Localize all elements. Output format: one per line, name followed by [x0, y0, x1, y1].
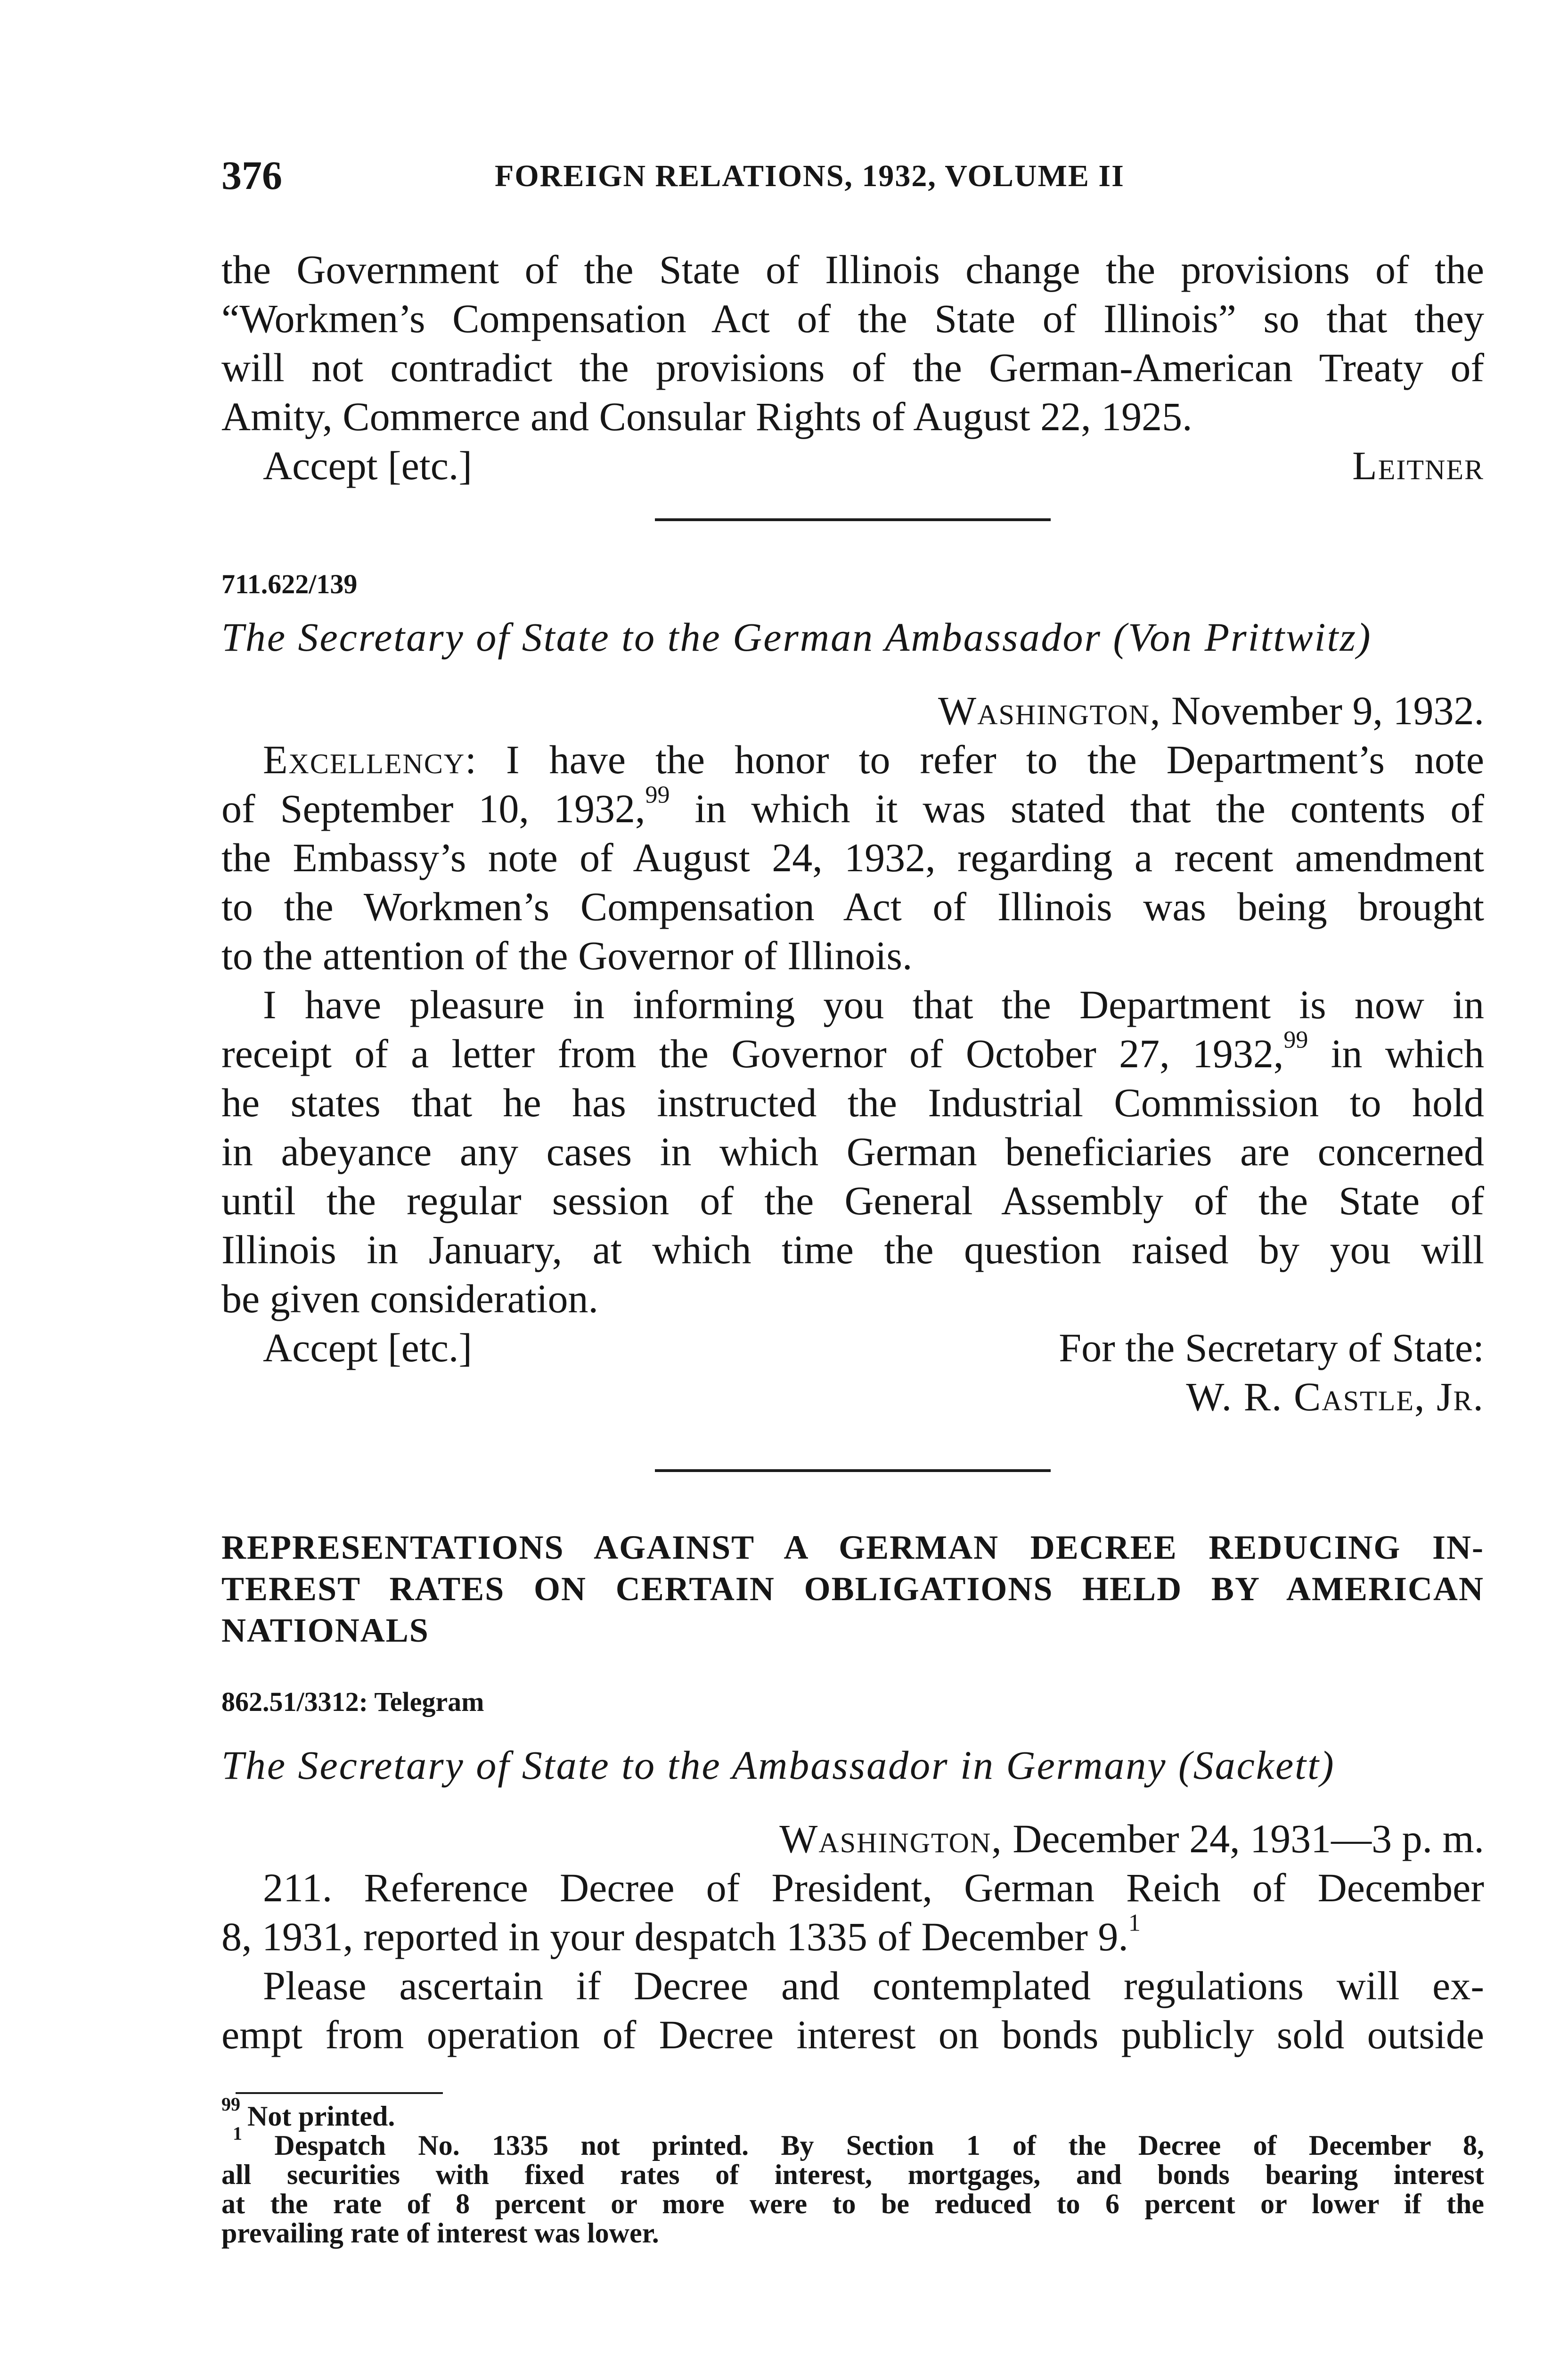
dateline-date: December 24, 1931—3 p. m. [1013, 1816, 1484, 1861]
footnote-ref: 1 [1128, 1909, 1141, 1937]
footnote-ref: 99 [1283, 1026, 1308, 1054]
body-text: in which [1308, 1031, 1484, 1076]
document-2 [221, 1683, 1484, 2059]
dateline [221, 1814, 1484, 1863]
footnote-text: Not printed. [247, 2101, 395, 2132]
intro-line: will not contradict the provisions of the German-American Treaty of [221, 345, 1484, 390]
footnote-99 [221, 2094, 1484, 2132]
body-line: Please ascertain if Decree and contemplated regulations will ex- [263, 1963, 1484, 2008]
body-text: 8, 1931, reported in your despatch 1335 of December 9. [221, 1914, 1128, 1959]
dateline-place: Washington, [779, 1816, 1003, 1861]
footnote-mark: 1 [233, 2123, 242, 2144]
body-line: be given consideration. [221, 1276, 599, 1321]
footnote-text: Despatch No. 1335 not printed. By Section 1 of the Decree of December 8, [274, 2130, 1485, 2161]
dateline-date: November 9, 1932. [1171, 688, 1484, 733]
body-line: the Embassy’s note of August 24, 1932, regarding a recent amendment [221, 835, 1484, 880]
signature-castle [221, 1372, 1484, 1421]
body-text: in which it was stated that the contents of [670, 786, 1485, 831]
file-number [221, 1683, 1484, 1721]
document-title: The Secretary of State to the German Ambassador (Von Prittwitz) [221, 614, 1372, 660]
body-line: to the Workmen’s Compensation Act of Illinois was being brought [221, 884, 1484, 929]
footnote-rule [236, 2092, 443, 2094]
body-line: to the attention of the Governor of Illinois. [221, 933, 913, 978]
footnote-ref: 99 [645, 781, 670, 809]
body-text: of September 10, 1932, [221, 786, 645, 831]
document-title: The Secretary of State to the Ambassador in Germany (Sackett) [221, 1742, 1335, 1788]
body-line [221, 735, 1484, 784]
heading-line: TEREST RATES ON CERTAIN OBLIGATIONS HELD BY AMERICAN [221, 1570, 1484, 1608]
footnote-line: all securities with fixed rates of interest, mortgages, and bonds bearing interest [221, 2159, 1484, 2190]
heading-line: REPRESENTATIONS AGAINST A GERMAN DECREE REDUCING IN- [221, 1529, 1484, 1566]
footnotes [221, 2094, 1485, 2249]
intro-line: Amity, Commerce and Consular Rights of August 22, 1925. [221, 394, 1192, 439]
running-head: FOREIGN RELATIONS, 1932, VOLUME II [495, 159, 1125, 193]
section-heading [221, 1527, 1484, 1651]
dateline [221, 686, 1484, 735]
salutation: Excellency [263, 737, 466, 782]
body-line: Illinois in January, at which time the question raised by you will [221, 1227, 1484, 1272]
document-1 [221, 565, 1484, 1421]
footnote-1 [221, 2123, 1485, 2161]
body-line [221, 1909, 1484, 1961]
file-number-text: 862.51/3312 [221, 1686, 359, 1717]
signature-text: W. R. Castle, Jr. [1186, 1374, 1484, 1419]
signature-leitner: Leitner [1352, 443, 1484, 488]
file-number: 711.622/139 [221, 569, 358, 599]
heading-line: NATIONALS [221, 1612, 429, 1649]
intro-line: “Workmen’s Compensation Act of the State of Illinois” so that they [221, 296, 1484, 341]
page-header [221, 152, 1484, 204]
page-number: 376 [221, 153, 282, 198]
body-line: he states that he has instructed the Industrial Commission to hold [221, 1080, 1484, 1125]
body-line [221, 781, 1485, 833]
footnote-line: at the rate of 8 percent or more were to be reduced to 6 percent or lower if the [221, 2188, 1484, 2219]
accept-etc: Accept [etc.] [263, 443, 473, 488]
file-type: : Telegram [359, 1686, 484, 1717]
body-line: 211. Reference Decree of President, German Reich of December [263, 1865, 1484, 1910]
footnote-line: prevailing rate of interest was lower. [221, 2217, 659, 2249]
body-line: I have pleasure in informing you that the Department is now in [263, 982, 1484, 1027]
divider-rule [655, 1469, 1051, 1472]
footnote-mark: 99 [221, 2094, 240, 2115]
body-line [221, 1026, 1484, 1078]
body-line: until the regular session of the General Assembly of the State of [221, 1178, 1484, 1223]
dateline-place: Washington, [938, 688, 1161, 733]
intro-closing [221, 441, 1484, 490]
closing [221, 1323, 1484, 1372]
body-text: : I have the honor to refer to the Department’s note [465, 737, 1484, 782]
body-text: receipt of a letter from the Governor of October 27, 1932, [221, 1031, 1284, 1076]
for-secretary: For the Secretary of State: [1059, 1325, 1484, 1370]
body-line: in abeyance any cases in which German beneficiaries are concerned [221, 1129, 1484, 1174]
accept-etc: Accept [etc.] [263, 1325, 473, 1370]
body-line: empt from operation of Decree interest on bonds publicly sold outside [221, 2012, 1484, 2057]
intro-line: the Government of the State of Illinois change the provisions of the [221, 247, 1484, 292]
divider-rule [655, 518, 1051, 521]
intro-paragraph [221, 245, 1484, 490]
